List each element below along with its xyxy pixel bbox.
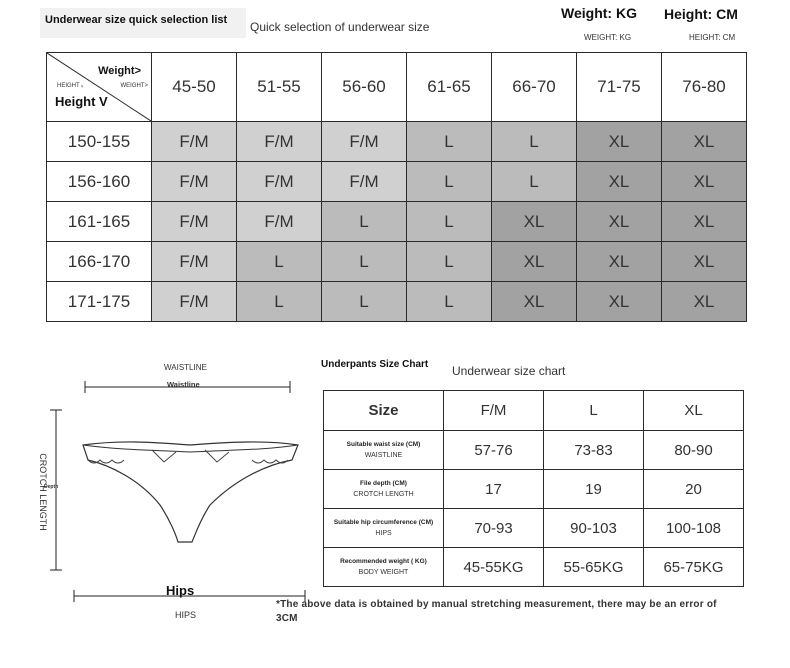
size-cell: L: [407, 162, 492, 202]
row-label-en: Suitable hip circumference (CM): [333, 519, 434, 526]
size-cell: XL: [577, 162, 662, 202]
height-unit-label: Height: CM: [664, 6, 738, 22]
value-cell: 80-90: [644, 431, 744, 470]
size-cell: XL: [492, 202, 577, 242]
height-cell: 150-155: [47, 122, 152, 162]
corner-height-label: Height V: [55, 94, 108, 109]
waistline-inner-label: Waistline: [167, 380, 200, 389]
row-label-en: Recommended weight ( KG): [340, 558, 427, 565]
weight-unit-label: Weight: KG: [561, 5, 637, 21]
row-label: [324, 548, 444, 587]
size-cell: XL: [577, 202, 662, 242]
size-cell: L: [407, 282, 492, 322]
corner-height-small: HEIGHT ᵥ: [57, 83, 84, 89]
row-label-en: File depth (CM): [360, 480, 407, 487]
corner-weight-small: WEIGHT>: [120, 83, 148, 89]
row-label-small: CROTCH LENGTH: [353, 491, 414, 498]
height-unit-small-label: HEIGHT: CM: [689, 33, 736, 42]
table-row: [47, 122, 747, 162]
value-cell: 70-93: [444, 509, 544, 548]
row-label-small: BODY WEIGHT: [358, 569, 409, 576]
value-cell: 65-75KG: [644, 548, 744, 587]
table-row: [324, 548, 744, 587]
size-chart-subtitle: Underwear size chart: [452, 364, 566, 378]
size-cell: F/M: [152, 202, 237, 242]
size-cell: F/M: [152, 242, 237, 282]
value-cell: 90-103: [544, 509, 644, 548]
corner-cell: [47, 53, 152, 122]
size-cell: L: [237, 282, 322, 322]
size-header-row: [324, 391, 744, 431]
height-cell: 171-175: [47, 282, 152, 322]
weight-header-cell: 61-65: [407, 53, 492, 122]
row-label-small: WAISTLINE: [364, 452, 403, 459]
waistline-top-label: WAISTLINE: [164, 363, 207, 372]
value-cell: 55-65KG: [544, 548, 644, 587]
hips-label: Hips: [166, 583, 195, 598]
row-label: [324, 509, 444, 548]
table-row: [324, 509, 744, 548]
size-cell: L: [407, 202, 492, 242]
weight-unit-small-label: WEIGHT: KG: [584, 33, 632, 42]
weight-header-row: [47, 53, 747, 122]
size-cell: XL: [662, 202, 747, 242]
size-cell: F/M: [322, 122, 407, 162]
size-cell: L: [322, 202, 407, 242]
size-cell: F/M: [152, 122, 237, 162]
size-column-header: L: [544, 391, 644, 431]
value-cell: 73-83: [544, 431, 644, 470]
crotch-length-label: CROTCH LENGTH: [38, 453, 48, 531]
size-cell: L: [492, 162, 577, 202]
size-cell: F/M: [152, 162, 237, 202]
size-cell: L: [407, 122, 492, 162]
row-label-en: Suitable waist size (CM): [346, 441, 421, 448]
size-cell: XL: [662, 242, 747, 282]
weight-header-cell: 76-80: [662, 53, 747, 122]
size-cell: L: [492, 122, 577, 162]
size-cell: XL: [662, 282, 747, 322]
weight-header-cell: 45-50: [152, 53, 237, 122]
table-row: [324, 470, 744, 509]
value-cell: 45-55KG: [444, 548, 544, 587]
corner-weight-label: Weight>: [98, 65, 141, 77]
value-cell: 19: [544, 470, 644, 509]
row-label: [324, 431, 444, 470]
size-cell: L: [322, 242, 407, 282]
size-cell: L: [407, 242, 492, 282]
weight-header-cell: 71-75: [577, 53, 662, 122]
quick-selection-table: [46, 52, 747, 322]
size-chart-table: [323, 390, 744, 587]
table-row: [47, 282, 747, 322]
size-column-header: F/M: [444, 391, 544, 431]
size-header-cell: Size: [324, 391, 444, 431]
size-cell: XL: [577, 122, 662, 162]
size-cell: XL: [577, 282, 662, 322]
size-cell: F/M: [237, 122, 322, 162]
depth-label: Depth: [44, 484, 59, 490]
table-row: [324, 431, 744, 470]
size-cell: L: [322, 282, 407, 322]
size-cell: XL: [492, 242, 577, 282]
height-cell: 166-170: [47, 242, 152, 282]
weight-header-cell: 56-60: [322, 53, 407, 122]
underwear-diagram: [40, 370, 310, 610]
table-row: [47, 162, 747, 202]
size-cell: F/M: [237, 162, 322, 202]
size-column-header: XL: [644, 391, 744, 431]
weight-header-cell: 66-70: [492, 53, 577, 122]
hips-small-label: HIPS: [175, 610, 197, 620]
header-title: Underwear size quick selection list: [45, 14, 228, 26]
size-cell: L: [237, 242, 322, 282]
size-cell: F/M: [322, 162, 407, 202]
weight-header-cell: 51-55: [237, 53, 322, 122]
row-label-small: HIPS: [375, 530, 392, 537]
value-cell: 100-108: [644, 509, 744, 548]
size-chart-title: Underpants Size Chart: [321, 359, 429, 370]
height-cell: 156-160: [47, 162, 152, 202]
size-cell: XL: [662, 122, 747, 162]
height-cell: 161-165: [47, 202, 152, 242]
row-label: [324, 470, 444, 509]
value-cell: 17: [444, 470, 544, 509]
size-cell: XL: [577, 242, 662, 282]
table-row: [47, 242, 747, 282]
size-cell: F/M: [237, 202, 322, 242]
table-row: [47, 202, 747, 242]
size-cell: F/M: [152, 282, 237, 322]
measurement-note: *The above data is obtained by manual stretching measurement, there may be an error of 3CM: [276, 599, 717, 624]
size-cell: XL: [662, 162, 747, 202]
value-cell: 20: [644, 470, 744, 509]
value-cell: 57-76: [444, 431, 544, 470]
size-cell: XL: [492, 282, 577, 322]
header-subtitle: Quick selection of underwear size: [250, 20, 430, 34]
